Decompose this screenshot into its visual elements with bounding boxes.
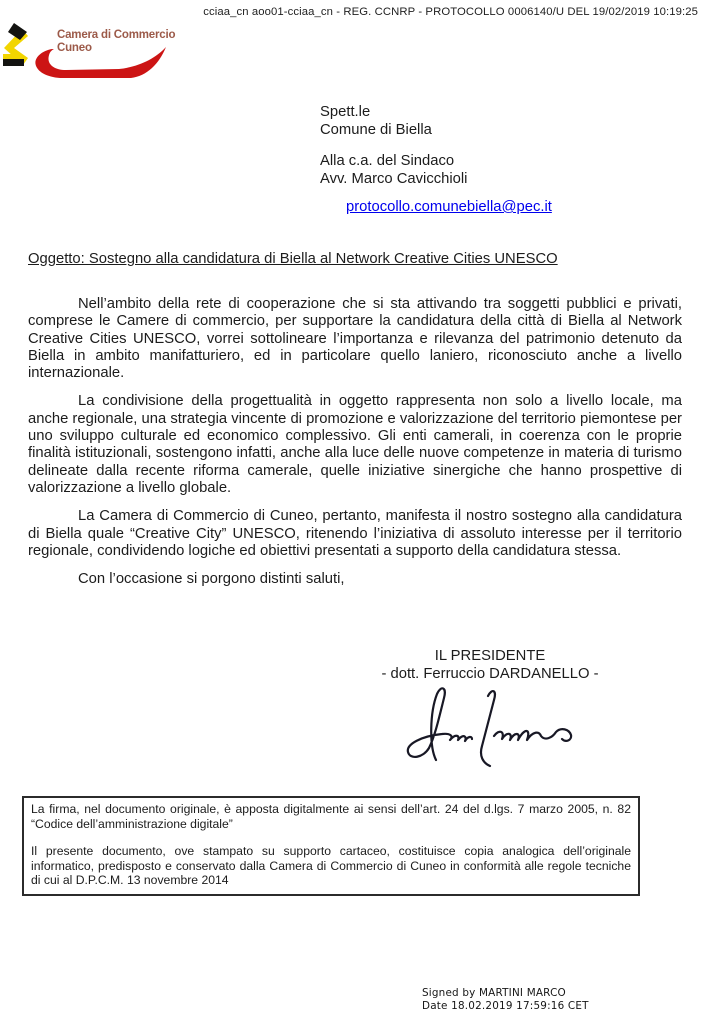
legal-notice-paragraph-1: La firma, nel documento originale, è apposta digitalmente ai sensi dell’art. 24 del d.lgs. 7 marzo 2005, n. 82 “Codice dell’amministrazione digitale” bbox=[31, 802, 631, 831]
digital-signature-date: Date 18.02.2019 17:59:16 CET bbox=[422, 999, 589, 1012]
legal-notice-box bbox=[22, 796, 640, 896]
handwritten-signature bbox=[398, 684, 580, 769]
protocol-registration-line: cciaa_cn aoo01-cciaa_cn - REG. CCNRP - PROTOCOLLO 0006140/U DEL 19/02/2019 10:19:25 bbox=[203, 6, 698, 18]
signer-title: IL PRESIDENTE bbox=[434, 648, 546, 664]
subject-line: Oggetto: Sostegno alla candidatura di Biella al Network Creative Cities UNESCO bbox=[28, 251, 558, 267]
legal-notice-paragraph-2: Il presente documento, ove stampato su supporto cartaceo, costituisce copia analogica dell’originale informatico, predisposto e conservato dalla Camera di Commercio di Cuneo in conformità alle regole tecniche di cui al D.P.C.M. 13 novembre 2014 bbox=[31, 844, 631, 888]
logo-swoosh-icon bbox=[33, 45, 168, 81]
digital-signature-stamp bbox=[422, 987, 589, 1012]
recipient-pec-email-link[interactable]: protocollo.comunebiella@pec.it bbox=[346, 199, 552, 215]
chamber-of-commerce-logo bbox=[2, 22, 182, 88]
signer-block bbox=[345, 647, 635, 683]
recipient-spacer bbox=[320, 139, 467, 153]
recipient-block bbox=[320, 104, 467, 188]
letter-body bbox=[28, 296, 682, 599]
recipient-salutation: Spett.le bbox=[320, 104, 371, 120]
recipient-name: Comune di Biella bbox=[320, 121, 432, 138]
closing-salutation: Con l’occasione si porgono distinti saluti, bbox=[78, 571, 345, 588]
chamber-logo-mark-icon bbox=[3, 23, 29, 67]
signer-name: - dott. Ferruccio DARDANELLO - bbox=[381, 666, 599, 682]
recipient-attention-line1: Alla c.a. del Sindaco bbox=[320, 153, 455, 169]
logo-org-line1: Camera di Commercio bbox=[57, 29, 176, 41]
digital-signature-signer: Signed by MARTINI MARCO bbox=[422, 987, 566, 999]
body-paragraph-1: Nell’ambito della rete di cooperazione che si sta attivando tra soggetti pubblici e privati, comprese le Camere di commercio, per supportare la candidatura della città di Biella al Network Creative Cities UNESCO, vorrei sottolineare l’importanza e rilevanza del patrimonio detenuto da Biella in ambito manifatturiero, ed in particolare quello laniero, riconosciuto anche a livello internazionale. bbox=[28, 296, 682, 382]
body-paragraph-3: La Camera di Commercio di Cuneo, pertanto, manifesta il nostro sostegno alla candidatura di Biella quale “Creative City” UNESCO, ritenendo l’iniziativa di assoluto interesse per il territorio regionale, condividendo logiche ed obiettivi presentati a supporto della candidatura stessa. bbox=[28, 508, 682, 559]
recipient-attention-line2: Avv. Marco Cavicchioli bbox=[320, 170, 468, 187]
body-paragraph-2: La condivisione della progettualità in oggetto rappresenta non solo a livello locale, ma anche regionale, una strategia vincente di promozione e valorizzazione del territorio piemontese per uno sviluppo culturale ed economico complessivo. Gli enti camerali, in coerenza con le proprie finalità istituzionali, sostengono infatti, anche alla luce delle nuove competenze in materia di turismo delineate dalla recente riforma camerale, quelle iniziative sinergiche che hanno prospettive di valorizzazione a livello globale. bbox=[28, 393, 682, 496]
logo-org-line2: Cuneo bbox=[57, 41, 92, 54]
